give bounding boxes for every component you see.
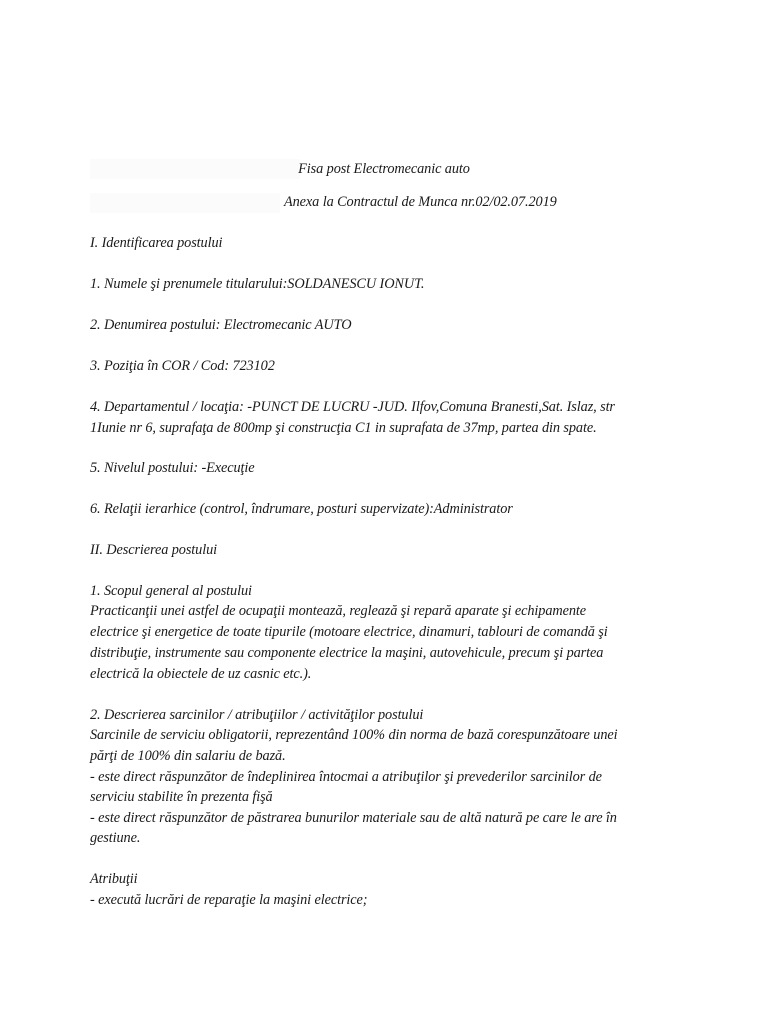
tasks-title: 2. Descrierea sarcinilor / atribuţiilor / activităţilor postului — [90, 707, 424, 723]
tasks-text-line-5: - este direct răspunzător de păstrarea bunurilor materiale sau de altă natură pe care le are în — [90, 810, 617, 826]
scope-title: 1. Scopul general al postului — [90, 583, 252, 599]
tasks-text-line-6: gestiune. — [90, 830, 141, 846]
tasks-text-line-3: - este direct răspunzător de îndeplinirea întocmai a atribuţilor şi prevederilor sarcinilor de — [90, 769, 602, 785]
tasks-text-line-1: Sarcinile de serviciu obligatorii, reprezentând 100% din norma de bază corespunzătoare unei — [90, 727, 618, 743]
department-location-line-1: 4. Departamentul / locaţia: -PUNCT DE LUCRU -JUD. Ilfov,Comuna Branesti,Sat. Islaz, str — [90, 399, 615, 415]
scope-text-line-1: Practicanţii unei astfel de ocupaţii montează, reglează şi repară aparate şi echipamente — [90, 603, 587, 619]
scope-text-line-3: distribuţie, instrumente sau componente electrice la maşini, autovehicule, precum şi partea — [90, 645, 604, 661]
department-location-line-2: 1Iunie nr 6, suprafaţa de 800mp şi construcţia C1 in suprafata de 37mp, partea din spate. — [90, 420, 597, 436]
job-title: 2. Denumirea postului: Electromecanic AUTO — [90, 317, 352, 333]
annex-reference: Anexa la Contractul de Munca nr.02/02.07.2019 — [284, 194, 557, 210]
scope-text-line-4: electrică la obiectele de uz casnic etc.). — [90, 666, 312, 682]
duties-text-line-1: - execută lucrări de reparaţie la maşini electrice; — [90, 892, 368, 908]
holder-name: 1. Numele şi prenumele titularului:SOLDANESCU IONUT. — [90, 276, 425, 292]
scope-text-line-2: electrice şi energetice de toate tipurile (motoare electrice, dinamuri, tablouri de comandă şi — [90, 624, 608, 640]
tasks-text-line-4: serviciu stabilite în prezenta fişă — [90, 789, 273, 805]
annex-highlight — [90, 193, 280, 213]
section-2-heading: II. Descrierea postului — [90, 542, 218, 558]
tasks-text-line-2: părţi de 100% din salariu de bază. — [90, 748, 286, 764]
section-1-heading: I. Identificarea postului — [90, 235, 223, 251]
hierarchy-relations: 6. Relaţii ierarhice (control, îndrumare, posturi supervizate):Administrator — [90, 501, 513, 517]
document-title: Fisa post Electromecanic auto — [298, 161, 470, 177]
duties-title: Atribuţii — [90, 871, 138, 887]
cor-code: 3. Poziţia în COR / Cod: 723102 — [90, 358, 275, 374]
position-level: 5. Nivelul postului: -Execuţie — [90, 460, 255, 476]
